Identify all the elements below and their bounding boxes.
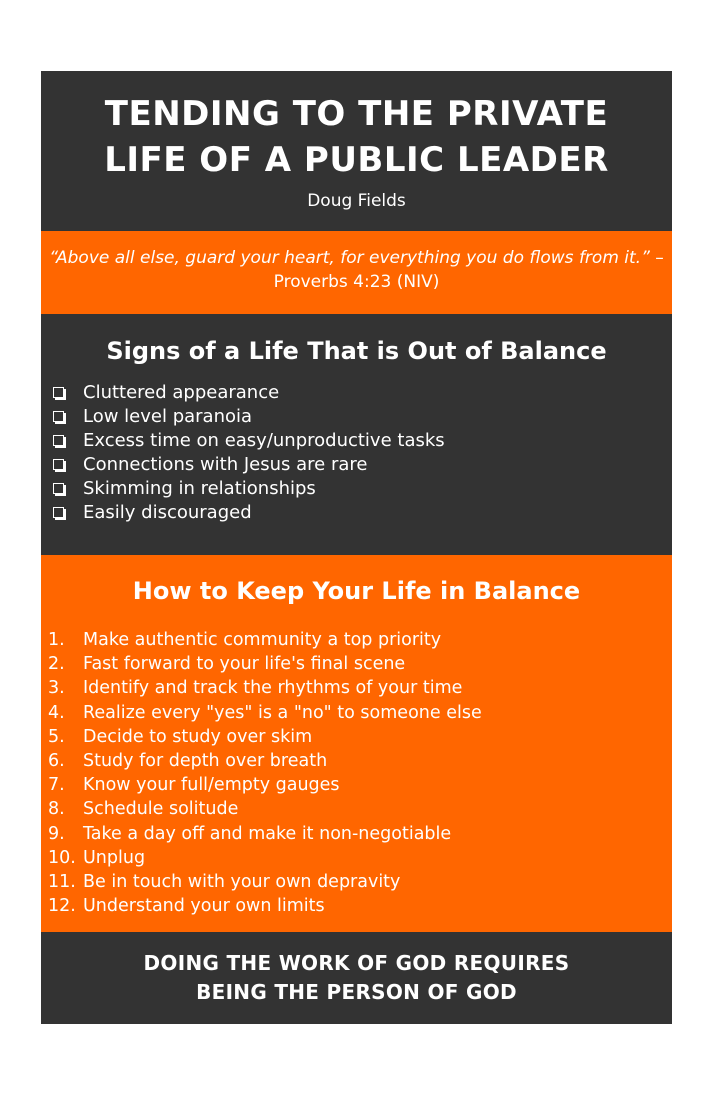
list-number: 2. bbox=[48, 654, 65, 675]
list-item-label: Unplug bbox=[83, 847, 146, 868]
footer-line-1: DOING THE WORK OF GOD REQUIRES bbox=[143, 951, 570, 975]
list-item bbox=[48, 822, 482, 846]
author-name: Doug Fields bbox=[307, 191, 406, 211]
list-item-label: Make authentic community a top priority bbox=[83, 630, 442, 651]
list-item-label: Be in touch with your own depravity bbox=[83, 871, 401, 892]
list-item bbox=[51, 404, 445, 428]
list-item bbox=[48, 652, 482, 676]
list-item-label: Take a day off and make it non-negotiable bbox=[83, 823, 452, 844]
balance-section bbox=[41, 555, 672, 932]
list-item bbox=[48, 676, 482, 700]
checkbox-icon bbox=[53, 387, 64, 398]
signs-list bbox=[51, 380, 445, 524]
footer-tagline bbox=[41, 949, 672, 1007]
list-number: 6. bbox=[48, 751, 65, 772]
list-item-label: Study for depth over breath bbox=[83, 751, 328, 772]
checkbox-icon bbox=[53, 483, 64, 494]
list-item-label: Fast forward to your life's final scene bbox=[83, 654, 406, 675]
checkbox-icon bbox=[53, 411, 64, 422]
list-item bbox=[48, 749, 482, 773]
list-item-label: Identify and track the rhythms of your time bbox=[83, 678, 463, 699]
list-item-label: Excess time on easy/unproductive tasks bbox=[83, 429, 445, 451]
list-item-label: Cluttered appearance bbox=[83, 381, 280, 403]
balance-list bbox=[48, 628, 482, 918]
list-number: 11. bbox=[48, 871, 76, 892]
quote-block bbox=[41, 246, 672, 294]
list-item bbox=[51, 452, 445, 476]
list-number: 8. bbox=[48, 799, 65, 820]
list-item bbox=[48, 773, 482, 797]
signs-section bbox=[41, 314, 672, 555]
title-line-2: LIFE OF A PUBLIC LEADER bbox=[104, 140, 609, 180]
quote-reference: – Proverbs 4:23 (NIV) bbox=[273, 248, 664, 292]
checkbox-icon bbox=[53, 435, 64, 446]
footer-line-2: BEING THE PERSON OF GOD bbox=[196, 980, 517, 1004]
list-item bbox=[48, 797, 482, 821]
list-item bbox=[51, 476, 445, 500]
quote-text: “Above all else, guard your heart, for everything you do flows from it.” bbox=[49, 248, 650, 268]
list-number: 4. bbox=[48, 702, 65, 723]
poster bbox=[41, 71, 672, 1024]
list-item bbox=[48, 846, 482, 870]
list-item-label: Schedule solitude bbox=[83, 799, 239, 820]
checkbox-icon bbox=[53, 459, 64, 470]
list-number: 12. bbox=[48, 896, 76, 917]
list-item bbox=[48, 870, 482, 894]
balance-heading: How to Keep Your Life in Balance bbox=[132, 577, 581, 605]
list-number: 10. bbox=[48, 847, 76, 868]
list-item bbox=[48, 628, 482, 652]
list-item-label: Low level paranoia bbox=[83, 405, 253, 427]
page-title bbox=[41, 91, 672, 183]
list-item-label: Skimming in relationships bbox=[83, 477, 316, 499]
list-item-label: Decide to study over skim bbox=[83, 726, 313, 747]
list-item bbox=[48, 894, 482, 918]
list-item bbox=[48, 701, 482, 725]
signs-heading: Signs of a Life That is Out of Balance bbox=[106, 337, 607, 365]
list-item bbox=[51, 500, 445, 524]
footer-section bbox=[41, 932, 672, 1024]
quote-section bbox=[41, 231, 672, 314]
title-line-1: TENDING TO THE PRIVATE bbox=[104, 94, 609, 134]
list-number: 5. bbox=[48, 726, 65, 747]
list-item-label: Realize every "yes" is a "no" to someone else bbox=[83, 702, 482, 723]
list-item bbox=[51, 428, 445, 452]
header-section bbox=[41, 71, 672, 231]
list-number: 7. bbox=[48, 775, 65, 796]
list-item-label: Know your full/empty gauges bbox=[83, 775, 340, 796]
list-number: 9. bbox=[48, 823, 65, 844]
list-item-label: Easily discouraged bbox=[83, 501, 252, 523]
list-number: 1. bbox=[48, 630, 65, 651]
list-item-label: Connections with Jesus are rare bbox=[83, 453, 368, 475]
list-item bbox=[48, 725, 482, 749]
list-number: 3. bbox=[48, 678, 65, 699]
checkbox-icon bbox=[53, 507, 64, 518]
list-item-label: Understand your own limits bbox=[83, 896, 325, 917]
list-item bbox=[51, 380, 445, 404]
